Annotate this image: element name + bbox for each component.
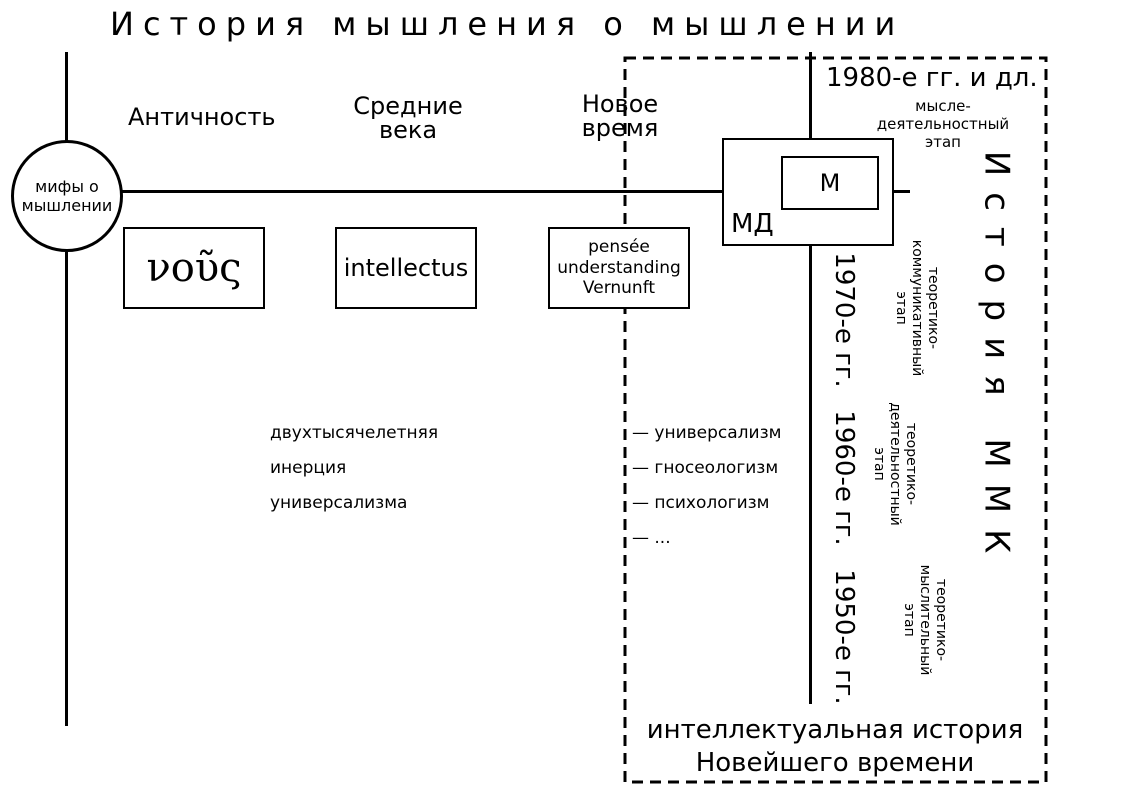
myths-circle-line-2: мышлении (21, 196, 113, 215)
mmk-axis-bottom (809, 244, 812, 704)
stage-activity-line-3: этап (870, 447, 887, 481)
stage-thinking-line-2: мыслительный (917, 564, 934, 676)
mmk-history-label: История ММК (976, 150, 1017, 570)
stage-communicative-line-2: коммуникативный (909, 239, 926, 377)
decade-1950: 1950-е гг. (828, 569, 859, 705)
stage-activity-line-2: деятельностный (887, 402, 904, 526)
term-box-nous (123, 227, 265, 309)
footer-caption (630, 714, 1040, 779)
stage-activity-line-1: теоретико- (903, 422, 920, 506)
md-box-label: МД (731, 209, 774, 239)
inertia-line-1: двухтысячелетняя (270, 423, 439, 443)
decade-1960: 1960-е гг. (828, 410, 859, 546)
term-pensee: pensée (588, 237, 650, 258)
stage-communicative-line-1: теоретико- (925, 266, 942, 350)
era-modern-line-2: время (581, 114, 659, 142)
m-box (781, 156, 879, 210)
stage-thinking (901, 565, 949, 676)
footer-line-2: Новейшего времени (695, 747, 975, 778)
stage-1980 (873, 97, 1013, 151)
term-nous: νοῦς (146, 245, 242, 291)
period-1980: 1980-е гг. и дл. (826, 63, 1038, 93)
inertia-text (270, 416, 438, 521)
term-intellectus: intellectus (343, 254, 469, 282)
diagram-title: История мышления о мышлении (110, 5, 905, 43)
stage-thinking-line-3: этап (900, 603, 917, 637)
decade-1970: 1970-е гг. (828, 252, 859, 388)
era-middle-ages-line-2: века (378, 116, 438, 144)
ism-gnoseologism: — гносеологизм (632, 458, 779, 478)
era-modern-line-1: Новое (581, 90, 659, 118)
stage-communicative-line-3: этап (892, 291, 909, 325)
stage-thinking-line-1: теоретико- (933, 578, 950, 662)
ism-psychologism: — психологизм (632, 493, 770, 513)
stage-activity (871, 402, 919, 526)
era-middle-ages-line-1: Средние (353, 92, 463, 120)
inertia-line-2: инерция (270, 458, 347, 478)
myths-circle-line-1: мифы о (35, 176, 99, 196)
ism-etc: — ... (632, 528, 671, 548)
term-vernunft: Vernunft (582, 278, 656, 299)
ism-universalism: — универсализм (632, 423, 782, 443)
m-box-label: М (819, 169, 841, 197)
stage-1980-line-3: этап (925, 133, 961, 151)
era-antiquity: Античность (128, 103, 276, 131)
isms-list (632, 416, 781, 556)
inertia-line-3: универсализма (270, 493, 408, 513)
stage-communicative (893, 240, 941, 377)
stage-1980-line-2: деятельностный (876, 115, 1010, 133)
stage-1980-line-1: мысле- (915, 97, 971, 115)
term-box-modern (548, 227, 690, 309)
mmk-axis-top (809, 52, 812, 140)
md-box (722, 138, 894, 246)
footer-line-1: интеллектуальная история (646, 715, 1024, 745)
term-understanding: understanding (557, 257, 681, 278)
term-box-intellectus (335, 227, 477, 309)
